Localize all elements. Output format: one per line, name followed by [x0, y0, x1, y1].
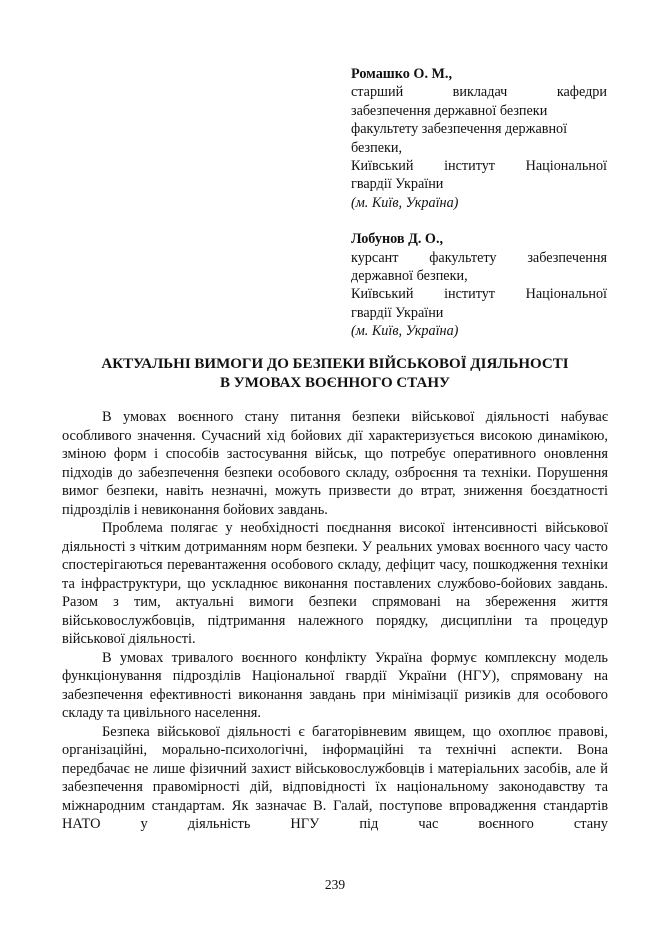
author-affiliation-line: безпеки,: [351, 139, 403, 156]
author-affiliation-line: факультету забезпечення державної: [351, 121, 568, 138]
body-paragraph: В умовах тривалого воєнного конфлікту Україна формує комплексну модель функціонування підрозділів Національної гвардії України (НГУ), спрямовану на забезпечення ефективності виконання завдань при мінімізації ризиків для особового складу та цивільного населення.: [62, 649, 608, 721]
page-number: 239: [324, 877, 346, 892]
author-block-1: [351, 65, 607, 212]
body-paragraph: В умовах воєнного стану питання безпеки військової діяльності набуває особливого значення. Сучасний хід бойових дії характеризується високою динамікою, зміною форм і способів застосування військ, що потребує оперативного оновлення підходів до забезпечення безпеки особового складу, озброєння та техніки. Порушення вимог безпеки, навіть незначні, можуть призвести до втрат, зниження боєздатності підрозділів і невиконання бойових завдань.: [62, 409, 608, 518]
author-affiliation-line: забезпечення державної безпеки: [351, 102, 548, 119]
article-title-line-1: АКТУАЛЬНІ ВИМОГИ ДО БЕЗПЕКИ ВІЙСЬКОВОЇ ДІЯЛЬНОСТІ: [101, 356, 569, 372]
article-body: [62, 408, 608, 834]
author-affiliation-line: старший викладач кафедри: [351, 84, 607, 101]
authors-section: [351, 65, 607, 359]
author-affiliation-line: Київський інститут Національної: [351, 158, 607, 175]
body-paragraph: Проблема полягає у необхідності поєднання високої інтенсивності військової діяльності з чітким дотриманням норм безпеки. У реальних умовах воєнного часу часто спостерігаються перевантаження особового складу, дефіцит часу, пошкодження техніки та інфраструктури, що ускладнює виконання поставлених службово-бойових завдань. Разом з тим, актуальні вимоги безпеки спрямовані на збереження життя військовослужбовців, підтримання належного порядку, дисципліни та процедур військової діяльності.: [62, 520, 608, 647]
article-title: [62, 355, 608, 393]
author-location: (м. Київ, Україна): [351, 323, 459, 340]
author-name: Ромашко О. М.,: [351, 66, 453, 82]
author-affiliation-line: державної безпеки,: [351, 268, 468, 285]
author-name: Лобунов Д. О.,: [351, 231, 444, 248]
author-affiliation-line: гвардії України: [351, 304, 444, 321]
article-title-line-2: В УМОВАХ ВОЄННОГО СТАНУ: [219, 375, 451, 391]
author-location: (м. Київ, Україна): [351, 194, 459, 211]
author-affiliation-line: курсант факультету забезпечення: [351, 249, 607, 266]
author-affiliation-line: гвардії України: [351, 176, 444, 193]
author-block-2: [351, 230, 607, 340]
body-paragraph: Безпека військової діяльності є багаторівневим явищем, що охоплює правові, організаційні, морально-психологічні, інформаційні та технічні аспекти. Вона передбачає не лише фізичний захист військовослужбовців і матеріальних засобів, але й забезпечення правомірності дій, відповідності їх національному законодавству та міжнародним стандартам. Як зазначає В. Галай, поступове впровадження стандартів НАТО у діяльність НГУ під час воєнного стану: [62, 723, 608, 832]
author-affiliation-line: Київський інститут Національної: [351, 286, 607, 303]
